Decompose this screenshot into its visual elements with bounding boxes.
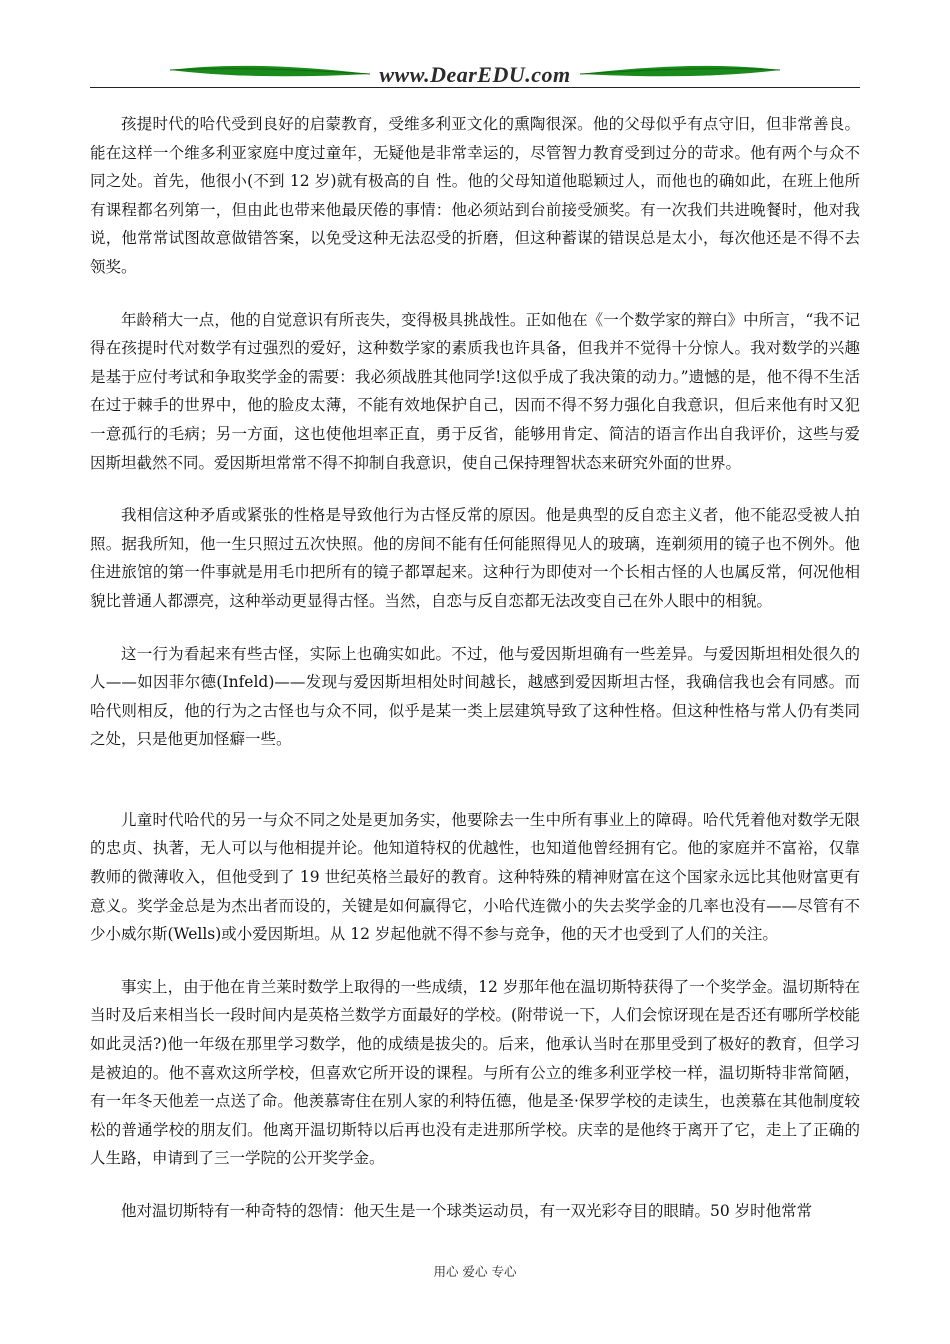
paragraph: 孩提时代的哈代受到良好的启蒙教育，受维多利亚文化的熏陶很深。他的父母似乎有点守旧，但非常善良。能在这样一个维多利亚家庭中度过童年，无疑他是非常幸运的，尽管智力教育受到过分的苛求。他有两个与众不同之处。首先，他很小(不到 12 岁)就有极高的自 性。他的父母知道他聪颖过人，而他也的确如此，在班上他所有课程都名列第一，但由此也带来他最厌倦的事情：他必须站到台前接受颁奖。有一次我们共进晚餐时，他对我说，他常常试图故意做错答案，以免受这种无法忍受的折磨，但这种蓄谋的错误总是太小，每次他还是不得不去领奖。 [90,115,860,276]
paragraph: 年龄稍大一点，他的自觉意识有所丧失，变得极具挑战性。正如他在《一个数学家的辩白》中所言，“我不记得在孩提时代对数学有过强烈的爱好，这种数学家的素质我也许具备，但我并不觉得十分惊人。我对数学的兴趣是基于应付考试和争取奖学金的需要：我必须战胜其他同学!这似乎成了我决策的动力。”遗憾的是，他不得不生活在过于棘手的世界中，他的脸皮太薄，不能有效地保护自己，因而不得不努力强化自我意识，但后来他有时又犯一意孤行的毛病；另一方面，这也使他坦率正直，勇于反省，能够用肯定、简洁的语言作出自我评价，这些与爱因斯坦截然不同。爱因斯坦常常不得不抑制自我意识，使自己保持理智状态来研究外面的世界。 [90,310,860,472]
paragraph: 事实上，由于他在肯兰莱时数学上取得的一些成绩，12 岁那年他在温切斯特获得了一个奖学金。温切斯特在当时及后来相当长一段时间内是英格兰数学方面最好的学校。(附带说一下，人们会惊讶现在是否还有哪所学校能如此灵活?)他一年级在那里学习数学，他的成绩是拔尖的。后来，他承认当时在那里受到了极好的教育，但学习是被迫的。他不喜欢这所学校，但喜欢它所开设的课程。与所有公立的维多利亚学校一样，温切斯特非常简陋，有一年冬天他差一点送了命。他羡慕寄住在别人家的利特伍德，他是圣·保罗学校的走读生，也羡慕在其他制度较松的普通学校的朋友们。他离开温切斯特以后再也没有走进那所学校。庆幸的是他终于离开了它，走上了正确的人生路，申请到了三一学院的公开奖学金。 [90,977,860,1168]
paragraph: 儿童时代哈代的另一与众不同之处是更加务实，他要除去一生中所有事业上的障碍。哈代凭着他对数学无限的忠贞、执著，无人可以与他相提并论。他知道特权的优越性，也知道他曾经拥有它。他的家庭并不富裕，仅靠教师的微薄收入，但他受到了 19 世纪英格兰最好的教育。这种特殊的精神财富在这个国家永远比其他财富更有意义。奖学金总是为杰出者而设的，关键是如何赢得它，小哈代连微小的失去奖学金的几率也没有——尽管有不少小威尔斯(Wells)或小爱因斯坦。从 12 岁起他就不得不参与竞争，他的天才也受到了人们的关注。 [90,810,860,944]
paragraph: 这一行为看起来有些古怪，实际上也确实如此。不过，他与爱因斯坦确有一些差异。与爱因斯坦相处很久的人——如因菲尔德(Infeld)——发现与爱因斯坦相处时间越长，越感到爱因斯坦古怪，我确信我也会有同感。而哈代则相反，他的行为之古怪也与众不同，似乎是某一类上层建筑导致了这种性格。但这种性格与常人仍有类同之处，只是他更加怪癖一些。 [90,644,860,749]
paragraph: 他对温切斯特有一种奇特的怨情：他天生是一个球类运动员，有一双光彩夺目的眼睛。50 岁时他常常 [121,1202,813,1220]
site-name: www.DearEDU.com [379,62,571,87]
article-body [90,110,860,1226]
page-footer: 用心 爱心 专心 [433,1264,517,1279]
page-header [90,56,860,96]
paragraph: 我相信这种矛盾或紧张的性格是导致他行为古怪反常的原因。他是典型的反自恋主义者，他不能忍受被人拍照。据我所知，他一生只照过五次快照。他的房间不能有任何能照得见人的玻璃，连剃须用的镜子也不例外。他住进旅馆的第一件事就是用毛巾把所有的镜子都罩起来。这种行为即使对一个长相古怪的人也属反常，何况他相貌比普通人都漂亮，这种举动更显得古怪。当然，自恋与反自恋都无法改变自己在外人眼中的相貌。 [90,506,860,610]
header-divider [90,87,860,88]
